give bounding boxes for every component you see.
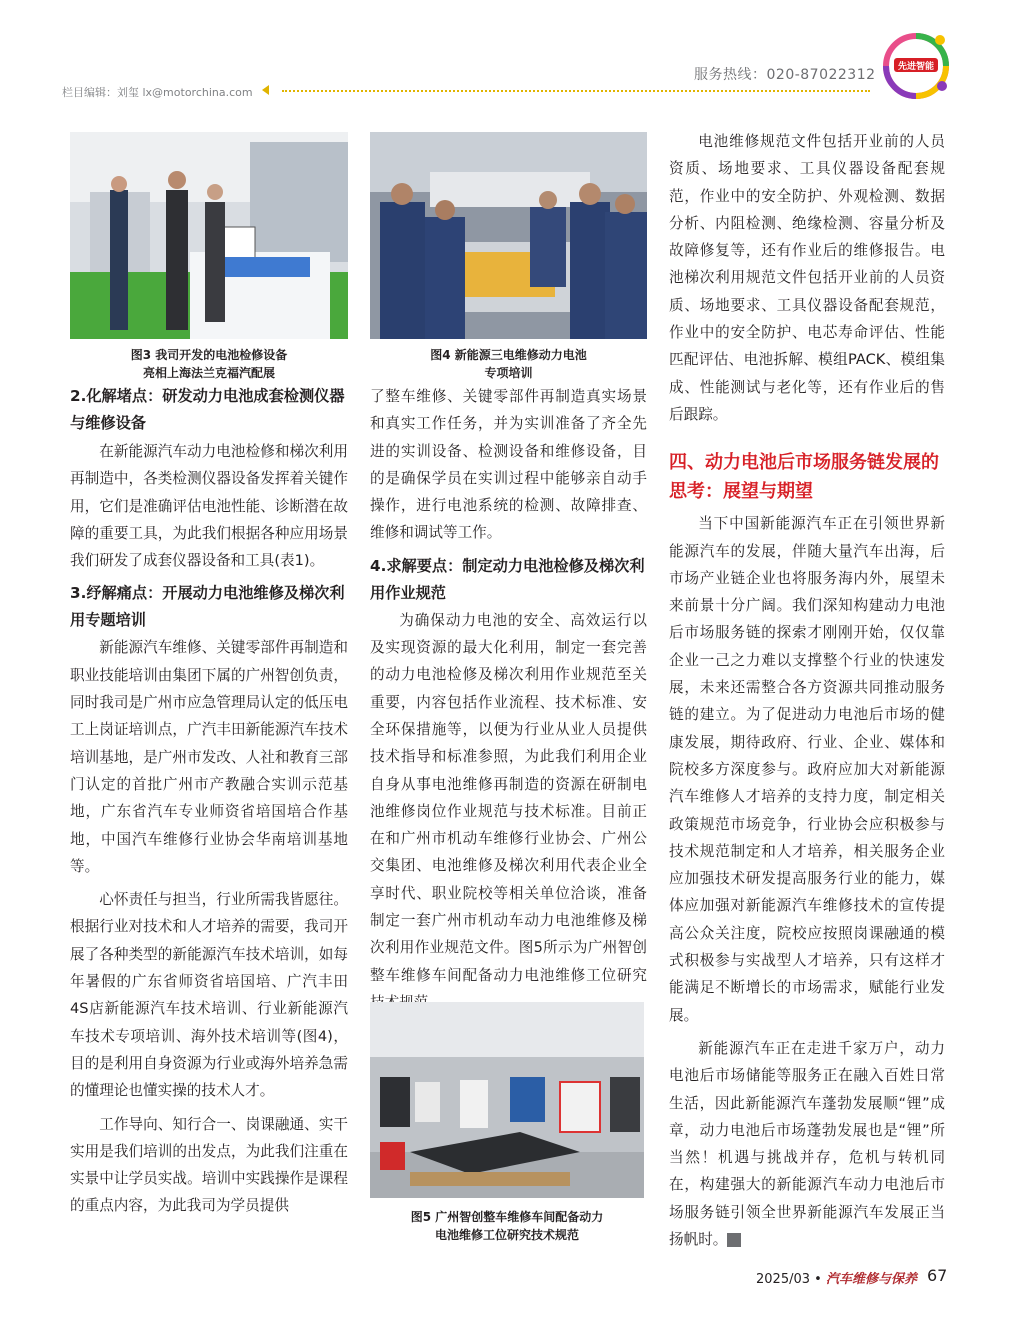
figure-3-caption-line-2: 亮相上海法兰克福汽配展	[142, 366, 275, 380]
column-2	[370, 383, 647, 1016]
figure-4-caption-line-1: 图4 新能源三电维修动力电池	[430, 348, 587, 362]
section-logo-icon	[880, 28, 952, 100]
subheading-3: 3.纾解痛点：开展动力电池维修及梯次利用专题培训	[70, 584, 345, 630]
footer-issue-info	[756, 1268, 917, 1287]
column-1	[70, 383, 348, 1220]
figure-5-photo	[370, 1002, 644, 1198]
header-dotted-rule	[282, 90, 870, 92]
figure-3-caption	[70, 346, 348, 382]
col3-paragraph-2: 当下中国新能源汽车正在引领世界新能源汽车的发展，伴随大量汽车出海，后市场产业链企业也将服务海内外，展望未来前景十分广阔。我们深知构建动力电池后市场服务链的探索才刚刚开始，仅仅靠企业一己之力难以支撑整个行业的快速发展，未来还需整合各方资源共同推动服务链的建立。为了促进动力电池后市场的健康发展，期待政府、行业、企业、媒体和院校多方深度参与。政府应加大对新能源汽车维修人才培养的支持力度，制定相关政策规范市场竞争，行业协会应积极参与技术规范制定和人才培养，相关服务企业应加强技术研发提高服务行业的能力，媒体应加强对新能源汽车维修技术的宣传提高公众关注度，院校应按照岗课融通的模式积极参与实战型人才培养，只有这样才能满足不断增长的市场需求，赋能行业发展。	[669, 515, 945, 1024]
figure-3-photo	[70, 132, 348, 339]
figure-4-caption	[370, 346, 647, 382]
column-3	[669, 128, 945, 1253]
col1-paragraph-1: 在新能源汽车动力电池检修和梯次利用再制造中，各类检测仪器设备发挥着关键作用，它们是准确评估电池性能、诊断潜在故障的重要工具，为此我们根据各种应用场景我们研发了成套仪器设备和工具(表1)。	[70, 443, 348, 570]
footer-issue: 2025/03 •	[756, 1272, 822, 1287]
end-mark-icon: M	[727, 1233, 741, 1247]
col3-paragraph-3-text: 新能源汽车正在走进千家万户，动力电池后市场储能等服务正在融入百姓日常生活，因此新能源汽车蓬勃发展顺“锂”成章，动力电池后市场蓬勃发展也是“锂”所当然！机遇与挑战并存，危机与转机同在，构建强大的新能源汽车动力电池后市场服务链引领全世界新能源汽车发展正当扬帆时。	[669, 1039, 945, 1248]
figure-5-caption	[370, 1208, 644, 1244]
footer-magazine-name: 汽车维修与保养	[825, 1272, 917, 1287]
figure-4-caption-line-2: 专项培训	[484, 366, 533, 380]
col3-paragraph-3	[669, 1035, 945, 1253]
col2-paragraph-2: 为确保动力电池的安全、高效运行以及实现资源的最大化利用，制定一套完善的动力电池检修及梯次利用作业规范至关重要，内容包括作业流程、技术标准、安全环保措施等，以便为行业从业人员提供技术指导和标准参照，为此我们利用企业自身从事电池维修再制造的资源在研制电池维修岗位作业规范与技术标准。目前正在和广州市机动车维修行业协会、广州公交集团、电池维修及梯次利用代表企业全享时代、职业院校等相关单位洽谈，准备制定一套广州市机动车动力电池维修及梯次利用作业规范文件。图5所示为广州智创整车维修车间配备动力电池维修工位研究	[370, 611, 647, 984]
subheading-2: 2.化解堵点：研发动力电池成套检测仪器与维修设备	[70, 387, 345, 432]
figure-5-caption-line-2: 电池维修工位研究技术规范	[434, 1228, 579, 1242]
figure-4-photo	[370, 132, 647, 339]
col1-paragraph-3: 心怀责任与担当，行业所需我皆愿往。根据行业对技术和人才培养的需要，我司开展了各种类型的新能源汽车技术培训，如每年暑假的广东省师资省培国培、广汽丰田4S店新能源汽车技术培训、行业新能源汽车技术专项培训、海外技术培训等(图4)，目的是利用自身资源为行业或海外培养急需的懂理论也懂实操的技术人才。	[70, 891, 348, 1100]
logo-text: 先进智能	[897, 62, 935, 72]
subheading-4: 4.求解要点：制定动力电池检修及梯次利用作业规范	[370, 556, 645, 602]
figure-5-caption-line-1: 图5 广州智创整车维修车间配备动力	[410, 1210, 604, 1224]
column-editor: 栏目编辑：刘玺 lx@motorchina.com	[62, 86, 253, 99]
arrow-marker-icon	[262, 85, 269, 95]
service-hotline: 服务热线：020-87022312	[694, 67, 876, 83]
col2-paragraph-1: 了整车维修、关键零部件再制造真实场景和真实工作任务，并为实训准备了齐全先进的实训设备、检测设备和维修设备，目的是确保学员在实训过程中能够亲自动手操作，进行电池系统的检测、故障排查、维修和调试等工作。	[370, 388, 647, 542]
col3-paragraph-1: 电池维修规范文件包括开业前的人员资质、场地要求、工具仪器设备配套规范，作业中的安全防护、外观检测、数据分析、内阻检测、绝缘检测、容量分析及故障修复等，还有作业后的维修报告。电池梯次利用规范文件包括开业前的人员资质、场地要求、工具仪器设备配套规范，作业中的安全防护、电芯寿命评估、性能匹配评估、电池拆解、模组PACK、模组集成、性能测试与老化等，还有作业后的售后跟踪。	[669, 133, 945, 423]
col1-paragraph-2: 新能源汽车维修、关键零部件再制造和职业技能培训由集团下属的广州智创负责，同时我司是广州市应急管理局认定的低压电工上岗证培训点，广汽丰田新能源汽车技术培训基地，是广州市发改、人社和教育三部门认定的首批广州市产教融合实训示范基地，广东省汽车专业师资省培国培合作基地，中国汽车维修行业协会华南培训基地等。	[70, 639, 348, 875]
page-number: 67	[927, 1266, 948, 1285]
section-4-title: 四、动力电池后市场服务链发展的思考：展望与期望	[669, 452, 939, 503]
col1-paragraph-4: 工作导向、知行合一、岗课融通、实干实用是我们培训的出发点，为此我们注重在实景中让学员实战。培训中实践操作是课程的重点内容，为此我司为学员提供	[70, 1115, 348, 1215]
figure-3-caption-line-1: 图3 我司开发的电池检修设备	[130, 348, 288, 362]
